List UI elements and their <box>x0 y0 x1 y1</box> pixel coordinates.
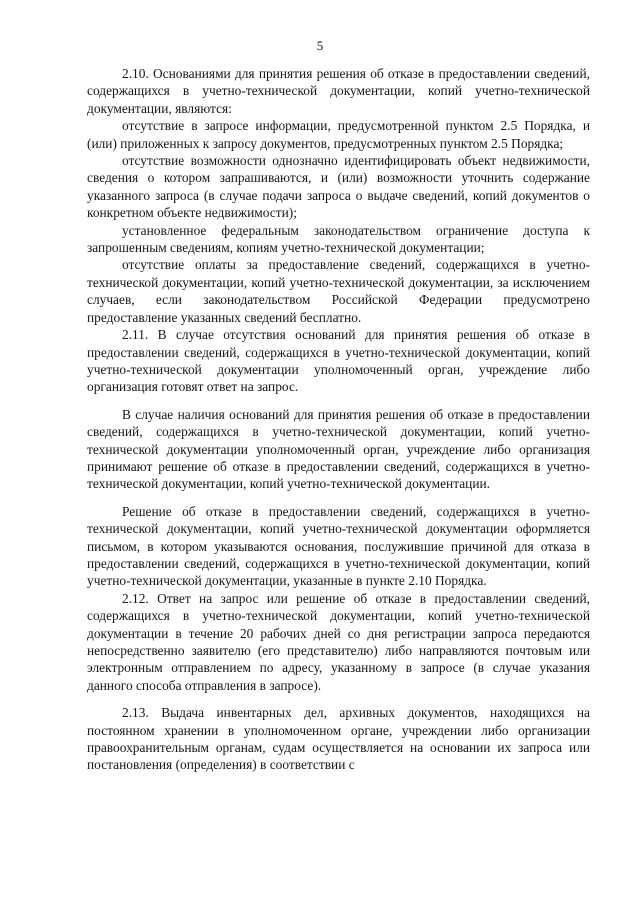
paragraph-access-restriction: установленное федеральным законодательством ограничение доступа к запрошенным сведениям, копиям учетно-технической документации; <box>87 222 590 256</box>
paragraph-no-payment: отсутствие оплаты за предоставление сведений, содержащихся в учетно-технической документации, копий учетно-технической документации, за исключением случаев, если законодательством Российской Федерации предусмотрено предоставление указанных сведений бесплатно. <box>87 257 590 325</box>
paragraph-2-12: 2.12. Ответ на запрос или решение об отказе в предоставлении сведений, содержащихся в учетно-технической документации, копий учетно-технической документации в течение 20 рабочих дней со дня регистрации запроса передаются непосредственно заявителю (его представителю) либо направляются почтовым или электронным отправлением по адресу, указанному в запросе (в случае указания данного способа отправления в запросе). <box>87 590 590 693</box>
paragraph-2-11: 2.11. В случае отсутствия оснований для принятия решения об отказе в предоставлении сведений, содержащихся в учетно-технической документации, копий учетно-технической документации уполномоченный орган, учреждение либо организация готовят ответ на запрос. <box>87 327 590 395</box>
paragraph-refusal-grounds: В случае наличия оснований для принятия решения об отказе в предоставлении сведений, содержащихся в учетно-технической документации, копий учетно-технической документации уполномоченный орган, учреждение либо организация принимают решение об отказе в предоставлении сведений, содержащихся в учетно-технической документации, копий учетно-технической документации. <box>87 406 590 492</box>
paragraph-refusal-letter: Решение об отказе в предоставлении сведений, содержащихся в учетно-технической документации, копий учетно-технической документации оформляется письмом, в котором указываются основания, послужившие причиной для отказа в предоставлении сведений, содержащихся в учетно-технической документации, копий учетно-технической документации, указанные в пункте 2.10 Порядка. <box>87 503 590 589</box>
paragraph-missing-info: отсутствие в запросе информации, предусмотренной пунктом 2.5 Порядка, и (или) приложенных к запросу документов, предусмотренных пунктом 2.5 Порядка; <box>87 118 590 151</box>
paragraph-2-10: 2.10. Основаниями для принятия решения об отказе в предоставлении сведений, содержащихся в учетно-технической документации, копий учетно-технической документации, являются: <box>87 66 590 116</box>
page-number: 5 <box>316 38 324 53</box>
document-body <box>87 65 590 774</box>
paragraph-2-13: 2.13. Выдача инвентарных дел, архивных документов, находящихся на постоянном хранении в уполномоченном органе, учреждении либо организации правоохранительным органам, судам осуществляется на основании их запроса или постановления (определения) в соответствии с <box>87 705 590 773</box>
paragraph-no-identification: отсутствие возможности однозначно идентифицировать объект недвижимости, сведения о котором запрашиваются, и (или) возможности уточнить содержание указанного запроса (в случае подачи запроса о выдаче сведений, копий документов о конкретном объекте недвижимости); <box>87 153 590 221</box>
